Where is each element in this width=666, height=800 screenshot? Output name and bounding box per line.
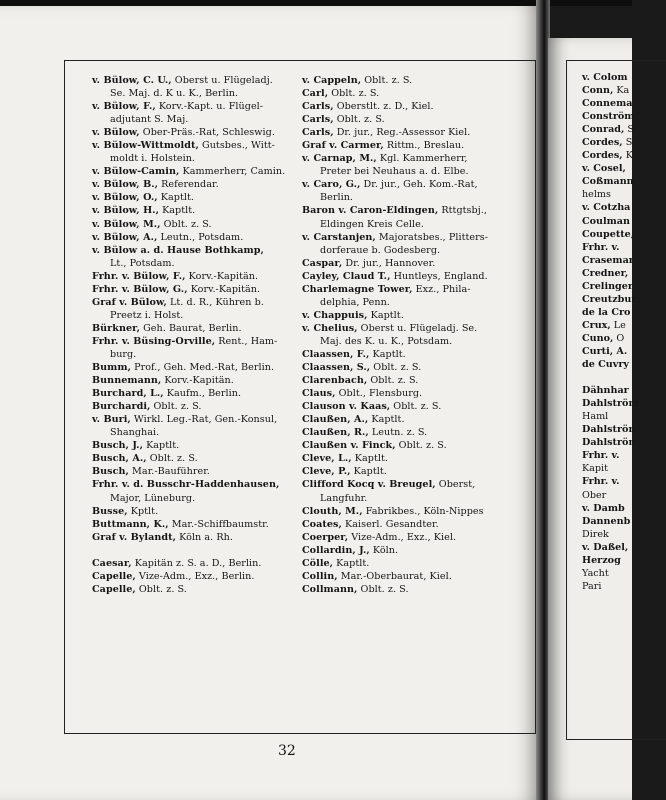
entry-name: Busch, A., bbox=[92, 453, 147, 465]
entry-name: Claassen, S., bbox=[302, 362, 371, 374]
entry-details: Fabrikbes., Köln-Nippes bbox=[362, 505, 484, 517]
next-page-entry-fragment bbox=[582, 462, 642, 475]
entry-details: Oblt. z. S. bbox=[135, 583, 187, 595]
next-page-column bbox=[582, 71, 642, 593]
entry-details: Korv.-Kapitän. bbox=[185, 270, 259, 282]
next-page-entry-fragment bbox=[582, 449, 642, 462]
entry-continuation: moldt i. Holstein. bbox=[110, 153, 196, 165]
entry-name: Cölle, bbox=[302, 557, 334, 569]
directory-entry bbox=[302, 387, 534, 400]
fragment-details: Pari bbox=[582, 580, 602, 592]
entry-details: Prof., Geh. Med.-Rat, Berlin. bbox=[130, 362, 275, 374]
entry-name: v. Bülow, A., bbox=[92, 231, 158, 243]
entry-name: Carls, bbox=[302, 114, 334, 126]
entry-name: Graf v. Bylandt, bbox=[92, 531, 177, 543]
entry-name: v. Bülow, H., bbox=[92, 205, 159, 217]
directory-entry bbox=[302, 544, 534, 557]
entry-name: Busse, bbox=[92, 505, 128, 517]
fragment-name: Conström bbox=[582, 111, 635, 123]
fragment-name: v. Daßel, bbox=[582, 541, 629, 553]
entry-name: v. Caro, G., bbox=[302, 179, 361, 191]
fragment-details: Le bbox=[610, 319, 626, 331]
fragment-details: Yacht bbox=[582, 567, 609, 579]
entry-name: Frhr. v. d. Busschr-Haddenhausen, bbox=[92, 479, 280, 491]
entry-details: Köln. bbox=[369, 544, 399, 556]
entry-name: Bumm, bbox=[92, 362, 131, 374]
fragment-name: Cuno, bbox=[582, 332, 614, 344]
next-page-entry-fragment bbox=[582, 71, 642, 84]
entry-details: Mar.-Schiffbaumstr. bbox=[168, 518, 269, 530]
directory-entry bbox=[92, 296, 298, 322]
fragment-name: v. Colom bbox=[582, 72, 628, 83]
directory-entry bbox=[302, 152, 534, 178]
next-page-entry-fragment bbox=[582, 332, 642, 345]
entry-name: Clauson v. Kaas, bbox=[302, 401, 391, 413]
entry-details: Oblt. z. S. bbox=[333, 114, 385, 126]
next-page-entry-fragment bbox=[582, 136, 642, 149]
next-page-entry-fragment bbox=[582, 423, 642, 436]
directory-entry bbox=[92, 191, 298, 204]
directory-entry bbox=[92, 100, 298, 126]
entry-name: Busch, J., bbox=[92, 440, 143, 452]
directory-entry bbox=[302, 322, 534, 348]
next-page-entry-fragment bbox=[582, 110, 642, 123]
entry-details: Lt. d. R., Kühren b. bbox=[166, 296, 264, 308]
fragment-name: v. Cotzha bbox=[582, 202, 631, 214]
entry-details: Majoratsbes., Plitters- bbox=[375, 231, 489, 243]
fragment-details: K bbox=[622, 150, 633, 162]
fragment-name: v. Damb bbox=[582, 502, 625, 514]
entry-name: Carls, bbox=[302, 127, 334, 139]
entry-name: Carls, bbox=[302, 101, 334, 113]
next-page-entry-fragment bbox=[582, 345, 642, 358]
entry-details: Gutsbes., Witt- bbox=[198, 140, 275, 152]
fragment-name: Credner, bbox=[582, 267, 629, 279]
fragment-name: Dähnhar bbox=[582, 385, 629, 397]
entry-details: Korv.-Kapitän. bbox=[187, 283, 261, 295]
next-page-entry-fragment bbox=[582, 123, 642, 136]
directory-entry bbox=[302, 126, 534, 139]
entry-name: v. Carnap, M., bbox=[302, 153, 377, 165]
right-page-partial bbox=[548, 38, 639, 800]
entry-name: Collmann, bbox=[302, 583, 358, 595]
entry-details: Kaptlt. bbox=[158, 205, 196, 217]
entry-details: Oblt. z. S. bbox=[361, 75, 413, 86]
entry-details: Rent., Ham- bbox=[215, 335, 278, 347]
directory-entry bbox=[92, 505, 298, 518]
directory-entry bbox=[302, 178, 534, 204]
entry-continuation: Se. Maj. d. K u. K., Berlin. bbox=[110, 88, 239, 100]
entry-name: Clarenbach, bbox=[302, 375, 368, 387]
directory-entry bbox=[92, 178, 298, 191]
entry-name: Cleve, L., bbox=[302, 453, 352, 465]
entry-name: v. Bülow a. d. Hause Bothkamp, bbox=[92, 244, 264, 256]
next-page-entry-fragment bbox=[582, 502, 642, 515]
directory-entry bbox=[302, 100, 534, 113]
next-page-entry-fragment bbox=[582, 254, 642, 267]
entry-continuation: Langfuhr. bbox=[320, 492, 368, 504]
fragment-name: Dahlströn bbox=[582, 437, 636, 449]
fragment-name: v. Cosel, bbox=[582, 163, 626, 175]
entry-details: Kptlt. bbox=[127, 505, 159, 517]
directory-entry bbox=[92, 335, 298, 361]
directory-entry bbox=[92, 270, 298, 283]
next-page-entry-fragment bbox=[582, 475, 642, 488]
entry-name: Bunnemann, bbox=[92, 375, 162, 387]
entry-details: Geh. Baurat, Berlin. bbox=[139, 322, 242, 334]
entry-continuation: Eldingen Kreis Celle. bbox=[320, 218, 424, 230]
directory-entry bbox=[92, 400, 298, 413]
entry-name: Carl, bbox=[302, 88, 329, 100]
fragment-name: Conrad, bbox=[582, 124, 625, 136]
next-page-entry-fragment bbox=[582, 293, 642, 306]
directory-entry bbox=[302, 465, 534, 478]
fragment-details: S bbox=[624, 124, 634, 136]
next-page-entry-fragment bbox=[582, 567, 642, 580]
entry-details: Rttgtsbj., bbox=[438, 205, 487, 217]
entry-details: Oblt. z. S. bbox=[146, 453, 198, 465]
entry-details: Kaptlt. bbox=[157, 192, 195, 204]
directory-entry bbox=[302, 400, 534, 413]
directory-entry bbox=[92, 126, 298, 139]
entry-name: v. Cappeln, bbox=[302, 75, 362, 86]
directory-entry bbox=[302, 583, 534, 596]
entry-details: Rittm., Breslau. bbox=[383, 140, 465, 152]
next-page-entry-fragment bbox=[582, 228, 642, 241]
entry-name: Buttmann, K., bbox=[92, 518, 169, 530]
fragment-details: helms bbox=[582, 189, 611, 201]
fragment-name: Curti, A. bbox=[582, 345, 628, 357]
entry-continuation: burg. bbox=[110, 348, 137, 360]
entry-details: Wirkl. Leg.-Rat, Gen.-Konsul, bbox=[130, 414, 278, 426]
entry-name: Frhr. v. Bülow, G., bbox=[92, 283, 188, 295]
entry-details: Kaiserl. Gesandter. bbox=[341, 518, 439, 530]
entry-continuation: Shanghai. bbox=[110, 427, 160, 439]
fragment-details: O bbox=[613, 332, 625, 344]
entry-name: v. Chelius, bbox=[302, 322, 358, 334]
next-page-entry-fragment bbox=[582, 175, 642, 188]
entry-name: Clifford Kocq v. Breugel, bbox=[302, 479, 436, 491]
directory-entry bbox=[92, 139, 298, 165]
entry-name: v. Bülow-Camin, bbox=[92, 166, 180, 178]
entry-name: Claußen, A., bbox=[302, 414, 369, 426]
fragment-name: Cordes, bbox=[582, 150, 623, 162]
directory-entry bbox=[92, 374, 298, 387]
page-number: 32 bbox=[278, 743, 296, 759]
directory-entry bbox=[92, 361, 298, 374]
directory-entry bbox=[302, 87, 534, 100]
entry-name: Caspar, bbox=[302, 257, 343, 269]
directory-entry bbox=[92, 413, 298, 439]
entry-details: Oblt. z. S. bbox=[390, 401, 442, 413]
next-page-entry-fragment bbox=[582, 410, 642, 423]
directory-entry bbox=[92, 283, 298, 296]
fragment-name: Coßmann bbox=[582, 176, 634, 188]
next-page-entry-fragment bbox=[582, 267, 642, 280]
directory-entry bbox=[302, 478, 534, 504]
entry-name: v. Chappuis, bbox=[302, 309, 368, 321]
directory-entry bbox=[92, 465, 298, 478]
directory-entry bbox=[92, 74, 298, 100]
fragment-details: Haml bbox=[582, 411, 609, 423]
next-page-entry-fragment bbox=[582, 319, 642, 332]
entry-name: Coates, bbox=[302, 518, 342, 530]
entry-details: Kaptlt. bbox=[369, 348, 406, 360]
entry-continuation: Major, Lüneburg. bbox=[110, 492, 196, 504]
fragment-name: de la Cro bbox=[582, 306, 631, 318]
entry-details: Kaptlt. bbox=[142, 440, 180, 452]
directory-entry bbox=[302, 413, 534, 426]
entry-continuation: delphia, Penn. bbox=[320, 296, 390, 308]
fragment-name: Frhr. v. bbox=[582, 450, 620, 462]
entry-details: Dr. jur., Reg.-Assessor Kiel. bbox=[333, 127, 471, 139]
directory-entry bbox=[302, 231, 534, 257]
entry-details: Kammerherr, Camin. bbox=[179, 166, 286, 178]
entry-name: v. Bülow, bbox=[92, 127, 140, 139]
entry-continuation: Maj. des K. u. K., Potsdam. bbox=[320, 335, 453, 347]
entry-details: Oberst, bbox=[435, 479, 476, 491]
entry-details: Oblt. z. S. bbox=[160, 218, 212, 230]
entry-details: Oblt. z. S. bbox=[150, 401, 202, 413]
directory-entry bbox=[302, 113, 534, 126]
entry-name: v. Bülow, B., bbox=[92, 179, 159, 191]
fragment-details: Kapit bbox=[582, 463, 608, 475]
entry-continuation: Lt., Potsdam. bbox=[110, 257, 175, 269]
directory-entry bbox=[92, 204, 298, 217]
directory-entry bbox=[92, 322, 298, 335]
directory-entry bbox=[302, 361, 534, 374]
entry-details: Exz., Phila- bbox=[412, 283, 471, 295]
entry-continuation: Preetz i. Holst. bbox=[110, 309, 184, 321]
fragment-name: Coulman bbox=[582, 215, 630, 227]
entry-name: Claußen, R., bbox=[302, 427, 369, 439]
entry-details: Vize-Adm., Exz., Kiel. bbox=[348, 531, 457, 543]
directory-entry bbox=[92, 557, 298, 570]
next-page-entry-fragment bbox=[582, 280, 642, 293]
directory-entry bbox=[302, 74, 534, 87]
next-page-entry-fragment bbox=[582, 541, 642, 554]
next-page-entry-fragment bbox=[582, 580, 642, 593]
entry-details: Kaptlt. bbox=[333, 557, 370, 569]
entry-name: v. Bülow-Wittmoldt, bbox=[92, 140, 199, 152]
entry-details: Kaptlt. bbox=[351, 453, 388, 465]
next-page-entry-fragment bbox=[582, 241, 642, 254]
next-page-entry-fragment bbox=[582, 358, 642, 371]
entry-name: Claassen, F., bbox=[302, 348, 370, 360]
directory-entry bbox=[302, 309, 534, 322]
entry-name: Bürkner, bbox=[92, 322, 140, 334]
entry-details: Korv.-Kapitän. bbox=[161, 375, 234, 387]
entry-details: Kaptlt. bbox=[350, 466, 387, 478]
entry-name: Collardin, J., bbox=[302, 544, 370, 556]
entry-details: Dr. jur., Hannover. bbox=[342, 257, 436, 269]
fragment-name: Frhr. v. bbox=[582, 476, 620, 488]
next-page-entry-fragment bbox=[582, 489, 642, 502]
entry-name: Frhr. v. Bülow, F., bbox=[92, 270, 186, 282]
directory-entry bbox=[302, 283, 534, 309]
next-page-entry-fragment bbox=[582, 84, 642, 97]
directory-entry bbox=[92, 387, 298, 400]
next-page-entry-fragment bbox=[582, 162, 642, 175]
next-page-entry-fragment bbox=[582, 371, 642, 384]
entry-name: Charlemagne Tower, bbox=[302, 283, 413, 295]
next-page-entry-fragment bbox=[582, 384, 642, 397]
entry-name: Capelle, bbox=[92, 570, 136, 582]
entry-details: Referendar. bbox=[158, 179, 219, 191]
next-page-entry-fragment bbox=[582, 528, 642, 541]
entry-details: Kapitän z. S. a. D., Berlin. bbox=[131, 557, 262, 569]
fragment-name: Dannenb bbox=[582, 515, 631, 527]
entry-details: Köln a. Rh. bbox=[176, 531, 233, 543]
entry-name: Frhr. v. Büsing-Orville, bbox=[92, 335, 216, 347]
directory-entry bbox=[92, 570, 298, 583]
directory-entry bbox=[92, 518, 298, 531]
fragment-name: Coupette, bbox=[582, 228, 635, 240]
next-page-entry-fragment bbox=[582, 554, 642, 567]
directory-entry bbox=[302, 204, 534, 230]
entry-name: v. Bülow, M., bbox=[92, 218, 161, 230]
fragment-name: Crelinger bbox=[582, 280, 633, 292]
directory-entry bbox=[302, 570, 534, 583]
directory-entry bbox=[302, 426, 534, 439]
entry-details: Kaufm., Berlin. bbox=[163, 388, 242, 400]
entry-name: v. Bülow, O., bbox=[92, 192, 158, 204]
fragment-details: S bbox=[622, 137, 633, 149]
directory-entry bbox=[302, 257, 534, 270]
directory-entry bbox=[92, 165, 298, 178]
next-page-entry-fragment bbox=[582, 201, 642, 214]
entry-details: Oberst u. Flügeladj. bbox=[171, 75, 273, 86]
entry-details: Ober-Präs.-Rat, Schleswig. bbox=[139, 127, 275, 139]
entry-name: Collin, bbox=[302, 570, 338, 582]
entry-details: Kaptlt. bbox=[368, 414, 405, 426]
next-page-entry-fragment bbox=[582, 306, 642, 319]
fragment-name: Dahlström bbox=[582, 398, 639, 410]
entry-name: Cayley, Claud T., bbox=[302, 270, 391, 282]
fragment-name: Herzog bbox=[582, 554, 621, 566]
entry-name: v. Bülow, C. U., bbox=[92, 75, 172, 86]
right-column bbox=[302, 74, 534, 596]
entry-name: Graf v. Carmer, bbox=[302, 140, 384, 152]
directory-entry bbox=[92, 439, 298, 452]
entry-details: Mar.-Oberbaurat, Kiel. bbox=[337, 570, 452, 582]
entry-name: Graf v. Bülow, bbox=[92, 296, 167, 308]
entry-details: Oblt. z. S. bbox=[370, 362, 422, 374]
entry-continuation: dorferaue b. Godesberg. bbox=[320, 244, 441, 256]
entry-continuation: adjutant S. Maj. bbox=[110, 114, 189, 126]
directory-entry bbox=[92, 218, 298, 231]
entry-name: v. Bülow, F., bbox=[92, 101, 156, 113]
entry-name: Busch, bbox=[92, 466, 129, 478]
directory-entry bbox=[92, 452, 298, 465]
fragment-name: Conn, bbox=[582, 85, 614, 97]
entry-name: Coerper, bbox=[302, 531, 349, 543]
entry-details: Korv.-Kapt. u. Flügel- bbox=[155, 101, 264, 113]
directory-entry bbox=[302, 374, 534, 387]
fragment-details: Ka bbox=[613, 85, 630, 97]
entry-details: Oblt. z. S. bbox=[328, 88, 380, 100]
fragment-name: Frhr. v. bbox=[582, 241, 620, 253]
entry-details: Mar.-Bauführer. bbox=[128, 466, 210, 478]
entry-details: Vize-Adm., Exz., Berlin. bbox=[135, 570, 255, 582]
entry-details: Oblt. z. S. bbox=[367, 375, 419, 387]
next-page-entry-fragment bbox=[582, 515, 642, 528]
entry-details: Dr. jur., Geh. Kom.-Rat, bbox=[360, 179, 478, 191]
directory-entry bbox=[302, 270, 534, 283]
next-page-entry-fragment bbox=[582, 436, 642, 449]
entry-name: Cleve, P., bbox=[302, 466, 351, 478]
next-page-entry-fragment bbox=[582, 215, 642, 228]
entry-details: Leutn., Potsdam. bbox=[157, 231, 244, 243]
directory-entry bbox=[92, 478, 298, 504]
entry-details: Leutn. z. S. bbox=[368, 427, 428, 439]
directory-entry bbox=[302, 139, 534, 152]
entry-details: Oberst u. Flügeladj. Se. bbox=[357, 322, 478, 334]
fragment-name: Crux, bbox=[582, 319, 611, 331]
fragment-name: Creutzbur bbox=[582, 293, 637, 305]
entry-details: Oblt., Flensburg. bbox=[335, 388, 423, 400]
next-page-entry-fragment bbox=[582, 149, 642, 162]
directory-entry bbox=[302, 439, 534, 452]
fragment-name: Dahlströn bbox=[582, 424, 636, 436]
entry-name: Caesar, bbox=[92, 557, 132, 569]
directory-entry bbox=[92, 244, 298, 270]
directory-entry bbox=[92, 531, 298, 544]
fragment-details: Ober bbox=[582, 489, 607, 501]
entry-name: v. Carstanjen, bbox=[302, 231, 376, 243]
next-page-entry-fragment bbox=[582, 188, 642, 201]
directory-entry bbox=[302, 518, 534, 531]
entry-name: Clouth, M., bbox=[302, 505, 363, 517]
next-page-entry-fragment bbox=[582, 97, 642, 110]
entry-details: Oblt. z. S. bbox=[395, 440, 447, 452]
entry-name: v. Buri, bbox=[92, 414, 131, 426]
directory-entry bbox=[302, 557, 534, 570]
entry-name: Claus, bbox=[302, 388, 336, 400]
entry-details: Oberstlt. z. D., Kiel. bbox=[333, 101, 434, 113]
fragment-name: Connema bbox=[582, 98, 633, 110]
entry-name: Claußen v. Finck, bbox=[302, 440, 396, 452]
entry-name: Burchard, L., bbox=[92, 388, 164, 400]
fragment-details: Direk bbox=[582, 528, 609, 540]
directory-entry bbox=[92, 231, 298, 244]
fragment-name: Crasemar bbox=[582, 254, 634, 266]
entry-name: Burchardi, bbox=[92, 401, 151, 413]
directory-entry bbox=[302, 452, 534, 465]
fragment-name: de Cuvry bbox=[582, 359, 629, 371]
directory-entry bbox=[302, 505, 534, 518]
left-column bbox=[92, 74, 298, 596]
next-page-entry-fragment bbox=[582, 397, 642, 410]
directory-entry bbox=[302, 531, 534, 544]
entry-details: Kaptlt. bbox=[367, 309, 404, 321]
entry-name: Baron v. Caron-Eldingen, bbox=[302, 205, 439, 217]
directory-entry bbox=[302, 348, 534, 361]
entry-details: Huntleys, England. bbox=[390, 270, 488, 282]
section-gap bbox=[92, 544, 298, 557]
entry-details: Oblt. z. S. bbox=[357, 583, 409, 595]
fragment-name: Cordes, bbox=[582, 137, 623, 149]
entry-continuation: Preter bei Neuhaus a. d. Elbe. bbox=[320, 166, 469, 178]
directory-entry bbox=[92, 583, 298, 596]
entry-details: Kgl. Kammerherr, bbox=[376, 153, 468, 165]
entry-name: Capelle, bbox=[92, 583, 136, 595]
entry-continuation: Berlin. bbox=[320, 192, 354, 204]
